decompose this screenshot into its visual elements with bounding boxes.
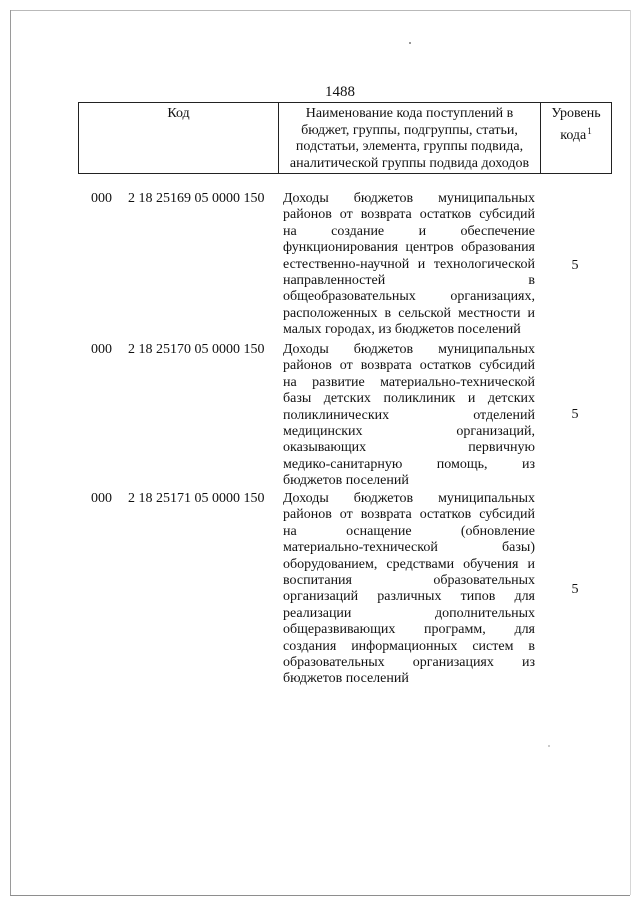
revenue-code-cell: 2 18 25170 05 0000 150 bbox=[128, 342, 265, 357]
revenue-code-cell: 2 18 25171 05 0000 150 bbox=[128, 491, 265, 506]
page-number: 1488 bbox=[325, 84, 355, 100]
revenue-name-line: образовательных организациях из bbox=[283, 654, 535, 670]
revenue-name-line: базы детских поликлиник и детских bbox=[283, 391, 535, 407]
admin-code-cell: 000 bbox=[91, 342, 112, 357]
revenue-name-line: естественно-научной и технологической bbox=[283, 256, 535, 272]
revenue-name-line: оборудованием, средствами обучения и bbox=[283, 556, 535, 572]
header-name-line: подстатьи, элемента, группы подвида, bbox=[295, 139, 524, 154]
header-level bbox=[540, 102, 612, 174]
header-name-line: аналитической группы подвида доходов bbox=[289, 155, 530, 171]
scan-speck bbox=[548, 745, 550, 747]
page-edge-bottom bbox=[10, 895, 630, 896]
admin-code-cell: 000 bbox=[91, 491, 112, 506]
revenue-name-line: бюджетов поселений bbox=[283, 473, 409, 489]
revenue-name-line: Доходы бюджетов муниципальных bbox=[283, 191, 535, 206]
revenue-name-line: на оснащение (обновление bbox=[283, 523, 535, 539]
revenue-name-line: общеразвивающих программ, для bbox=[283, 622, 535, 638]
revenue-name-line: функционирования центров образования bbox=[283, 240, 535, 256]
revenue-name-line: оказывающих первичную bbox=[283, 440, 535, 456]
revenue-name-line: малых городах, из бюджетов поселений bbox=[283, 322, 521, 338]
revenue-name-cell bbox=[283, 191, 535, 339]
revenue-name-line: направленностей в bbox=[283, 272, 535, 288]
page-edge-right bbox=[630, 10, 631, 895]
revenue-name-line: медицинских организаций, bbox=[283, 423, 535, 439]
revenue-name-line: районов от возврата остатков субсидий bbox=[283, 207, 535, 223]
header-name bbox=[278, 102, 540, 174]
page-edge-left bbox=[10, 10, 11, 895]
revenue-name-line: Доходы бюджетов муниципальных bbox=[283, 491, 535, 506]
revenue-name-line: на развитие материально-технической bbox=[283, 374, 535, 390]
code-level-cell: 5 bbox=[571, 258, 579, 273]
revenue-name-line: медико-санитарную помощь, из bbox=[283, 456, 535, 472]
code-level-cell: 5 bbox=[571, 582, 579, 597]
header-name-line: Наименование кода поступлений в bbox=[305, 106, 514, 121]
revenue-name-line: расположенных в сельской местности и bbox=[283, 305, 535, 321]
revenue-name-line: общеобразовательных организациях, bbox=[283, 289, 535, 305]
header-level-line bbox=[541, 123, 611, 145]
revenue-name-line: реализации дополнительных bbox=[283, 605, 535, 621]
revenue-name-line: на создание и обеспечение bbox=[283, 223, 535, 239]
header-level-label: кода bbox=[560, 127, 587, 143]
revenue-name-line: Доходы бюджетов муниципальных bbox=[283, 342, 535, 357]
scan-speck bbox=[409, 42, 411, 44]
header-name-line: бюджет, группы, подгруппы, статьи, bbox=[301, 122, 518, 138]
header-code: Код bbox=[78, 102, 278, 174]
revenue-name-line: районов от возврата остатков субсидий bbox=[283, 507, 535, 523]
revenue-name-cell bbox=[283, 342, 535, 490]
revenue-name-line: поликлинических отделений bbox=[283, 407, 535, 423]
revenue-name-line: бюджетов поселений bbox=[283, 671, 409, 687]
revenue-code-cell: 2 18 25169 05 0000 150 bbox=[128, 191, 265, 206]
revenue-name-cell bbox=[283, 491, 535, 688]
header-level-line: Уровень bbox=[551, 106, 601, 121]
revenue-name-line: материально-технической базы) bbox=[283, 540, 535, 556]
code-level-cell: 5 bbox=[571, 407, 579, 422]
revenue-name-line: создания информационных систем в bbox=[283, 638, 535, 654]
page-edge-top bbox=[10, 10, 630, 11]
revenue-name-line: воспитания образовательных bbox=[283, 572, 535, 588]
revenue-name-line: районов от возврата остатков субсидий bbox=[283, 358, 535, 374]
admin-code-cell: 000 bbox=[91, 191, 112, 206]
footnote-marker: 1 bbox=[587, 125, 592, 136]
revenue-name-line: организаций различных типов для bbox=[283, 589, 535, 605]
